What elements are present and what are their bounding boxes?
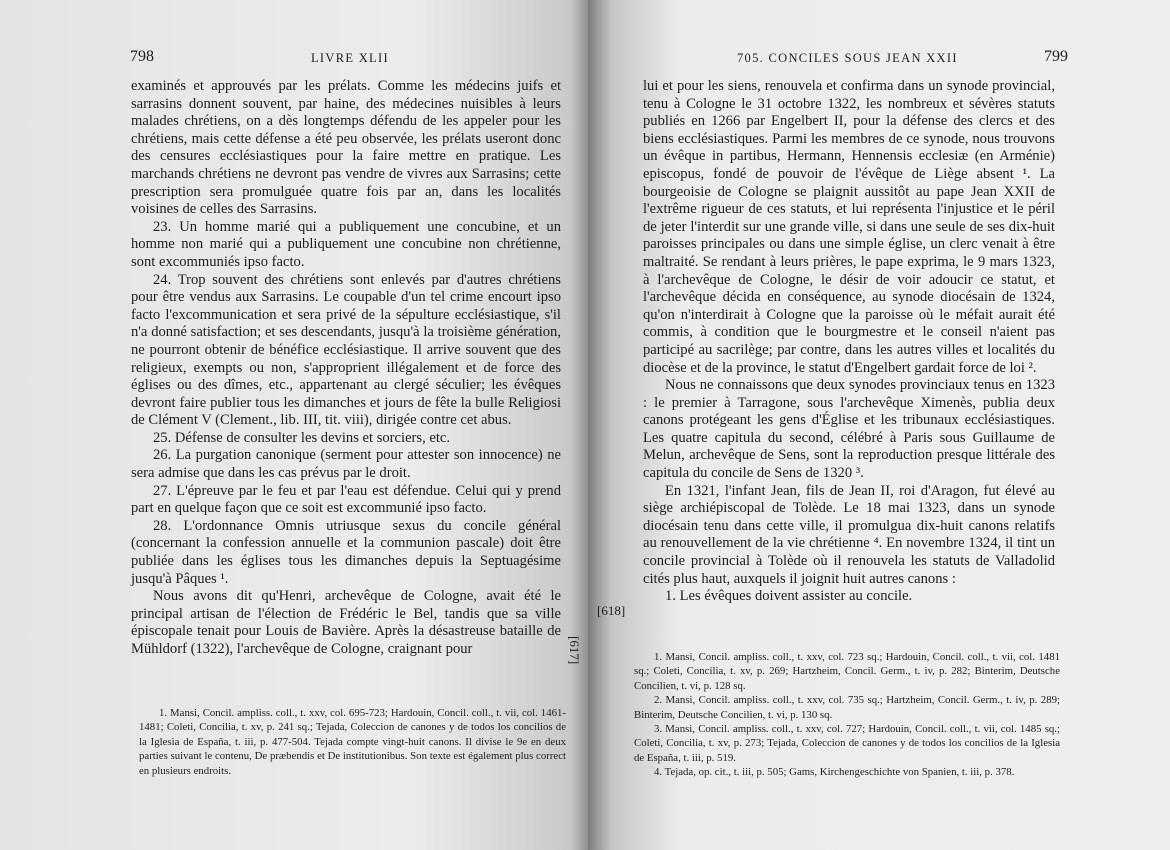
paragraph: 25. Défense de consulter les devins et sorciers, etc.: [153, 429, 451, 446]
footnote: 2. Mansi, Concil. ampliss. coll., t. xxv, col. 735 sq.; Hartzheim, Concil. Germ., t. iv, p. 289; Binterim, Deutsche Concilien, t. vi, p. 130 sq.: [634, 694, 1060, 721]
footnote: 1. Mansi, Concil. ampliss. coll., t. xxv, col. 723 sq.; Hardouin, Concil. coll., t. vii, col. 1481 sq.; Coleti, Concilia, t. xv, p. 269; Hartzheim, Concil. Germ., t. iv, p. 282; Binterim, Deutsche Concilien, t. vi, p. 128 sq.: [634, 651, 1060, 692]
footnote: 3. Mansi, Concil. ampliss. coll., t. xxv, col. 727; Hardouin, Concil. coll., t. vii, col. 1485 sq.; Coleti, Concilia, t. xv, p. 273; Tejada, Coleccion de canones y de todos los concilios de la Iglesia de España, t. iii, p. 519.: [634, 723, 1060, 764]
paragraph: examinés et approuvés par les prélats. Comme les médecins juifs et sarrasins donnent souvent, par haine, des médecines nuisibles à leurs malades chrétiens, on a dès longtemps défendu de les appeler pour les chrétiens, mais cette défense a été peu observée, les prélats useront donc des censures ecclésiastiques pour la faire mettre en pratique. Les marchands chrétiens ne devront pas vendre de vivres aux Sarrasins; cette prescription sera promulguée quatre fois par an, dans les localités voisines de celles des Sarrasins.: [131, 78, 561, 218]
paragraph: 28. L'ordonnance Omnis utriusque sexus du concile général (concernant la confession annuelle et la communion pascale) doit être publiée dans les églises tous les dimanches depuis la Septuagésime jusqu'à Pâques ¹.: [131, 517, 561, 587]
paragraph: 24. Trop souvent des chrétiens sont enlevés par d'autres chrétiens pour être vendus aux Sarrasins. Le coupable d'un tel crime encourt ipso facto l'excommunication et sera privé de la sépulture ecclésiastique, s'il n'a donné satisfaction; et ses descendants, jusqu'à la troisième génération, ne pourront obtenir de bénéfice ecclésiastique. Il arrive souvent que des religieux, exempts ou non, s'approprient illégalement et de force des églises ou des dîmes, etc., appartenant au clergé séculier; les évêques devront faire publier tous les dimanches et jours de fête la bulle Religiosi de Clément V (Clement., lib. III, tit. viii), dirigée contre cet abus.: [131, 271, 561, 429]
footnotes: [634, 650, 1060, 780]
paragraph: 23. Un homme marié qui a publiquement une concubine, et un homme non marié qui a publiquement une concubine non chrétienne, sont excommuniés ipso facto.: [131, 218, 561, 270]
body-text: [643, 78, 1055, 606]
page-number: 798: [130, 48, 154, 65]
margin-page-marker: [617]: [567, 636, 582, 665]
running-head: LIVRE XLII: [311, 51, 389, 65]
paragraph: En 1321, l'infant Jean, fils de Jean II, roi d'Aragon, fut élevé au siège archiépiscopal de Tolède. Le 18 mai 1323, dans un synode diocésain tenu dans cette ville, il promulgua dix-huit canons relatifs au renouvellement de la vie chrétienne ⁴. En novembre 1324, il tint un concile provincial à Tolède où il renouvela les statuts de Valladolid cités plus haut, auxquels il joignit huit autres canons :: [643, 482, 1055, 587]
footnote: 1. Mansi, Concil. ampliss. coll., t. xxv, col. 695-723; Hardouin, Concil. coll., t. vii, col. 1461-1481; Coleti, Concilia, t. xv, p. 241 sq.; Tejada, Coleccion de canones y de todos los concilios de la Iglesia de España, t. iii, p. 477-504. Tejada compte vingt-huit canons. Il divise le 9e en deux parties suivant le contenu, De præbendis et De institutionibus. Son texte est également plus correct en plusieurs endroits.: [139, 707, 566, 777]
paragraph: 26. La purgation canonique (serment pour attester son innocence) ne sera admise que dans les cas prévus par le droit.: [131, 447, 561, 482]
running-head: 705. CONCILES SOUS JEAN XXII: [737, 51, 958, 65]
right-page: [588, 0, 1170, 850]
body-text: [131, 78, 561, 659]
footnotes: [139, 706, 566, 778]
page-number: 799: [1044, 48, 1068, 65]
paragraph: 27. L'épreuve par le feu et par l'eau est défendue. Celui qui y prend part en quelque façon que ce soit est excommunié ipso facto.: [131, 482, 561, 517]
paragraph: Nous ne connaissons que deux synodes provinciaux tenus en 1323 : le premier à Tarragone, sous l'archevêque Ximenès, publia deux canons protégeant les gens d'Église et les tribunaux ecclésiastiques. Les quatre capitula du second, célébré à Paris sous Guillaume de Melun, archevêque de Sens, sont la reproduction presque littérale des capitula du concile de Sens de 1320 ³.: [643, 377, 1055, 482]
paragraph: Nous avons dit qu'Henri, archevêque de Cologne, avait été le principal artisan de l'élection de Frédéric le Bel, tandis que sa ville épiscopale tenait pour Louis de Bavière. Après la désastreuse bataille de Mühldorf (1322), l'archevêque de Cologne, craignant pour: [131, 588, 561, 657]
paragraph: lui et pour les siens, renouvela et confirma dans un synode provincial, tenu à Cologne le 31 octobre 1322, les nombreux et sévères statuts publiés en 1266 par Engelbert II, pour la défense des clercs et des biens ecclésiastiques. Parmi les membres de ce synode, nous trouvons un évêque in partibus, Hermann, Hennensis ecclesiæ (en Arménie) episcopus, fondé de pouvoir de l'évêque de Liège absent ¹. La bourgeoisie de Cologne se plaignit aussitôt au pape Jean XXII de l'extrême rigueur de ces statuts, et lui représenta l'injustice et le péril de jeter l'interdit sur une grande ville, si dans une seule de ses dix-huit paroisses principales ou dans une simple église, un clerc venait à être maltraité. Se rendant à leurs prières, le pape exprima, le 9 mars 1323, à l'archevêque de Cologne, le désir de voir adoucir ce statut, et l'archevêque décida en conséquence, au synode diocésain de 1324, qu'on n'interdirait à Cologne que la paroisse où le méfait aurait été commis, à condition que le bourgmestre et le conseil n'aient pas participé au sacrilège; par contre, dans les autres villes et localités du diocèse et de la province, le statut d'Engelbert gardait force de loi ².: [643, 78, 1055, 376]
margin-page-marker: [618]: [597, 603, 626, 618]
footnote: 4. Tejada, op. cit., t. iii, p. 505; Gams, Kirchengeschichte von Spanien, t. iii, p. 378.: [654, 766, 1015, 779]
paragraph: 1. Les évêques doivent assister au concile.: [665, 588, 913, 605]
